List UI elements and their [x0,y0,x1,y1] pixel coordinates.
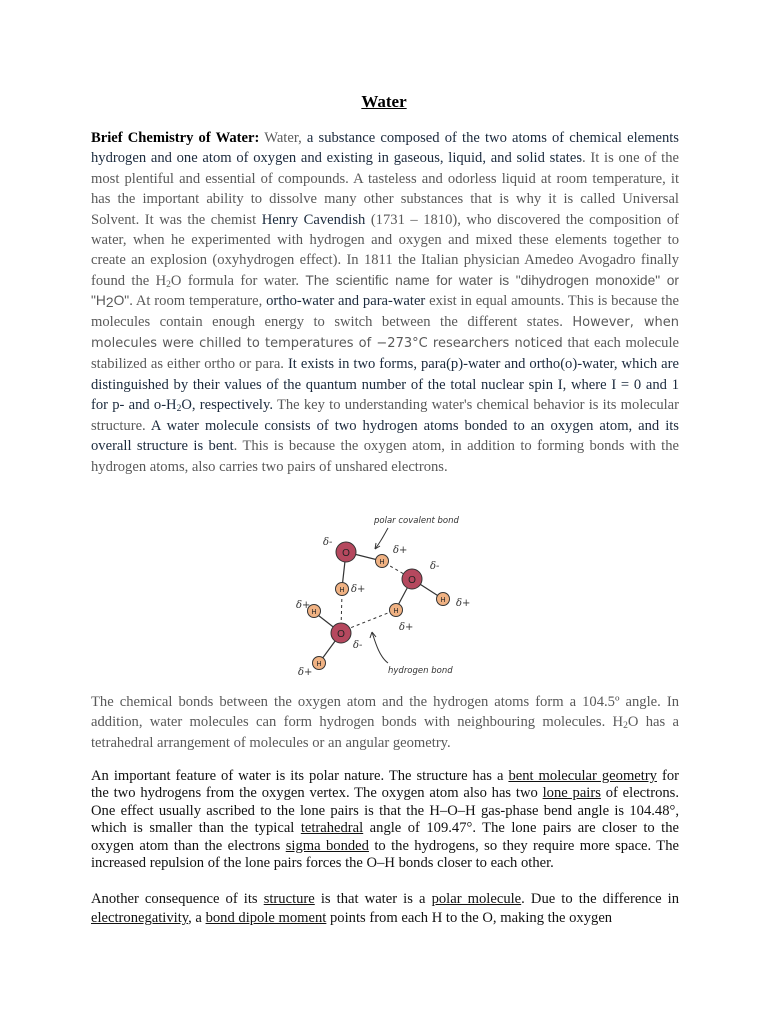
paragraph-polar-molecule: Another consequence of its structure is that water is a polar molecule. Due to the difference in electronegativity, a bond dipole moment points from each H to the O, making the oxygen [91,891,679,927]
polar-arrow [375,528,388,549]
link-lone-pairs[interactable]: lone pairs [542,785,601,802]
delta-minus-3: δ- [353,640,363,651]
svg-text:O: O [337,629,345,640]
molecule-svg [296,505,480,681]
hydrogen-atom-3 [437,593,450,606]
hydrogen-atom-4 [390,604,403,617]
svg-text:H: H [440,597,446,604]
hydrogen-atom-2 [336,583,349,596]
lead-heading: Brief Chemistry of Water: [91,130,260,146]
delta-plus-2: δ+ [351,584,366,595]
cavendish-name: Henry Cavendish [261,211,366,228]
link-sigma-bonded[interactable]: sigma bonded [285,837,369,854]
water-hydrogen-bond-diagram [296,505,480,681]
svg-text:H: H [311,609,317,616]
svg-text:O: O [342,548,350,559]
oxygen-atom-2 [402,569,422,589]
hydrogen-atom-1 [376,555,389,568]
svg-text:H: H [379,559,385,566]
oxygen-atom-3 [331,623,351,643]
oxygen-atom-1 [336,542,356,562]
link-tetrahedral[interactable]: tetrahedral [300,820,364,837]
paragraph-bond-angle: The chemical bonds between the oxygen atom and the hydrogen atoms form a 104.5º angle. In addition, water molecules can form hydrogen bonds with neighbouring molecules. $H_2O$ has a tetrahedral arrangement of molecules or an angular geometry. [91,694,679,751]
paragraph-polar-nature: An important feature of water is its polar nature. The structure has a bent molecular geometry for the two hydrogens from the oxygen vertex. The oxygen atom also has two lone pairs of electrons. One effect usually ascribed to the lone pairs is that the H–O–H gas-phase bend angle is 104.48°, which is smaller than the typical tetrahedral angle of 109.47°. The lone pairs are closer to the oxygen atom than the electrons sigma bonded to the hydrogens, so they require more space. The increased repulsion of the lone pairs forces the O–H bonds closer to each other. [91,768,679,872]
link-polar-molecule[interactable]: polar molecule [431,891,522,907]
delta-plus-6: δ+ [298,667,313,678]
svg-text:H: H [316,661,322,668]
delta-plus-3: δ+ [456,598,471,609]
hbond-3 [345,611,393,630]
delta-plus-5: δ+ [296,600,311,611]
link-electronegativity[interactable]: electronegativity [91,910,189,927]
delta-minus-2: δ- [430,561,440,572]
page-title: Water [361,92,407,111]
svg-text:H: H [393,608,399,615]
link-bent-molecular-geometry[interactable]: bent molecular geometry [508,768,657,784]
svg-text:O: O [408,575,416,586]
paragraph-brief-chemistry: Brief Chemistry of Water: Water, a substance composed of the two atoms of chemical elements hydrogen and one atom of oxygen and existing in gaseous, liquid, and solid states. It is one of the most plentiful and essential of compounds. A tasteless and odorless liquid at room temperature, it has the important ability to dissolve many other substances that is why it is called Universal Solvent. It was the chemist Henry Cavendish (1731 – 1810), who discovered the composition of water, when he experimented with hydrogen and oxygen and mixed these elements together to create an explosion (oxyhydrogen effect). In 1811 the Italian physician Amedeo Avogadro finally found the $H_2O$ formula for water. The scientific name for water is "dihydrogen monoxide" or "$H_2O$". At room temperature, ortho-water and para-water exist in equal amounts. This is because the molecules contain enough energy to switch between the different states. However, when molecules were chilled to temperatures of −273°C researchers noticed that each molecule stabilized as either ortho or para. It exists in two forms, para(p)-water and ortho(o)-water, which are distinguished by their values of the quantum number of the total nuclear spin I, where I = 0 and 1 for p- and $o-H_2O$, respectively. The key to understanding water's chemical behavior is its molecular structure. A water molecule consists of two hydrogen atoms bonded to an oxygen atom, and its overall structure is bent. This is because the oxygen atom, in addition to forming bonds with the hydrogen atoms, also carries two pairs of unshared electrons. [91,130,680,475]
polar-covalent-label: polar covalent bond [374,516,459,526]
delta-plus-4: δ+ [399,622,414,633]
link-bond-dipole-moment[interactable]: bond dipole moment [205,910,327,927]
link-structure[interactable]: structure [263,891,315,907]
hydrogen-bond-label: hydrogen bond [388,666,453,676]
hbond-arrow [372,632,388,663]
delta-minus-1: δ- [323,537,333,548]
hydrogen-atom-6 [313,657,326,670]
delta-plus-1: δ+ [393,545,408,556]
svg-text:H: H [339,587,345,594]
